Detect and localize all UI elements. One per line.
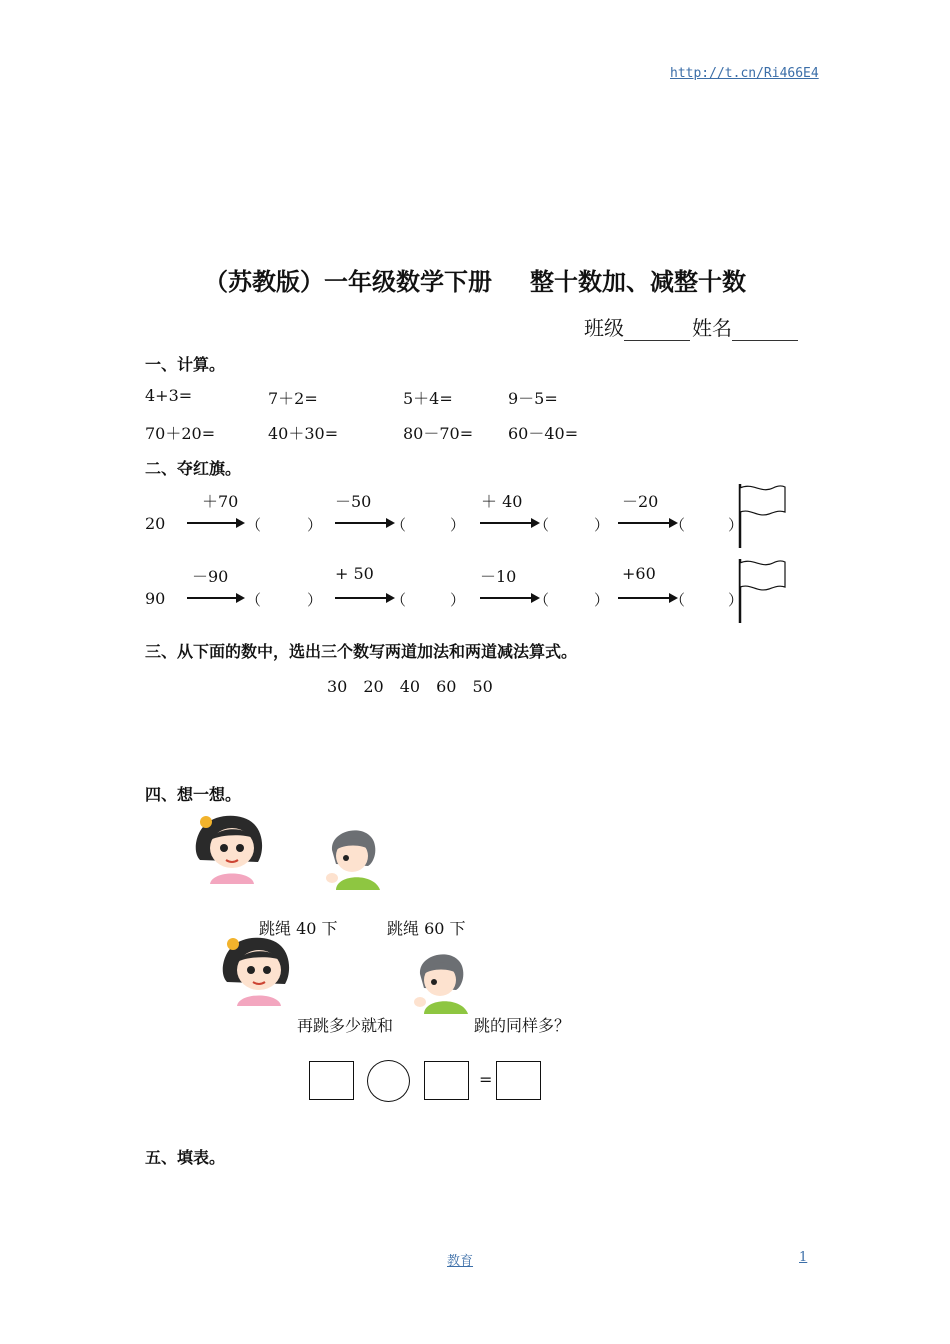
section2-heading: 二、夺红旗。 (145, 459, 242, 478)
arrow-row1-2 (335, 522, 387, 524)
blank-row1-3-open: （ (534, 516, 550, 534)
title-left: （苏教版）一年级数学下册 (204, 268, 492, 296)
boy-illustration (410, 944, 470, 1014)
section5-heading: 五、填表。 (145, 1148, 226, 1167)
arrow-row1-1 (187, 522, 237, 524)
girl-illustration (219, 934, 299, 1006)
operator-circle[interactable] (367, 1060, 410, 1102)
flag-row1-op2: －50 (335, 492, 372, 511)
footer-link[interactable]: 教育 (447, 1254, 474, 1269)
calc-2-2: 40＋30= (268, 424, 339, 443)
student-info (584, 312, 800, 341)
blank-row1-4-open: （ (670, 516, 686, 534)
flag-row2-op3: －10 (480, 567, 517, 586)
name-label: 姓名 (692, 316, 732, 340)
blank-row1-1-close: ） (307, 516, 323, 534)
answer-box-1[interactable] (309, 1061, 354, 1100)
blank-row2-1-open: （ (246, 591, 262, 609)
blank-row1-3-close: ） (594, 516, 610, 534)
arrow-row2-1 (187, 597, 237, 599)
calc-2-4: 60－40= (508, 424, 579, 443)
page-number: 1 (799, 1250, 808, 1265)
header-url[interactable]: http://t.cn/Ri466E4 (670, 66, 819, 81)
arrow-row2-3 (480, 597, 532, 599)
page-title (0, 262, 950, 297)
arrow-row1-4 (618, 522, 670, 524)
calc-1-4: 9－5= (508, 389, 558, 408)
calc-1-2: 7＋2= (268, 389, 318, 408)
section4-heading: 四、想一想。 (145, 785, 242, 804)
class-blank[interactable] (624, 320, 690, 341)
calc-1-3: 5＋4= (403, 389, 453, 408)
section1-heading: 一、计算。 (145, 355, 226, 374)
flag-row2-op1: －90 (192, 567, 229, 586)
flag-row1-start: 20 (145, 514, 166, 533)
blank-row1-1-open: （ (246, 516, 262, 534)
name-blank[interactable] (732, 320, 798, 341)
blank-row2-4-close: ） (728, 591, 744, 609)
blank-row2-3-close: ） (594, 591, 610, 609)
number-list: 30 20 40 60 50 (327, 677, 493, 696)
flag-row1-op1: ＋70 (202, 492, 239, 511)
equals-sign: = (479, 1070, 493, 1089)
girl-jump-text: 跳绳 40 下 (259, 919, 338, 938)
blank-row2-3-open: （ (534, 591, 550, 609)
blank-row2-2-open: （ (391, 591, 407, 609)
flag-row2-op2: + 50 (335, 564, 374, 583)
answer-box-2[interactable] (424, 1061, 469, 1100)
girl-illustration (192, 812, 272, 884)
boy-jump-text: 跳绳 60 下 (387, 919, 466, 938)
flag-row2-op4: +60 (622, 564, 656, 583)
flag-row1-op4: －20 (622, 492, 659, 511)
flag-icon (735, 557, 789, 625)
calc-1-1: 4+3= (145, 386, 193, 405)
flag-row1-op3: ＋ 40 (481, 492, 523, 511)
blank-row1-4-close: ） (728, 516, 744, 534)
boy-illustration (322, 820, 382, 890)
title-right: 整十数加、减整十数 (530, 268, 746, 296)
blank-row2-2-close: ） (450, 591, 466, 609)
section3-heading: 三、从下面的数中，选出三个数写两道加法和两道减法算式。 (145, 642, 578, 661)
question-part2: 跳的同样多？ (474, 1016, 571, 1035)
question-part1: 再跳多少就和 (297, 1016, 394, 1035)
arrow-row2-2 (335, 597, 387, 599)
flag-icon (735, 482, 789, 550)
blank-row2-4-open: （ (670, 591, 686, 609)
blank-row1-2-close: ） (450, 516, 466, 534)
arrow-row1-3 (480, 522, 532, 524)
class-label: 班级 (584, 316, 624, 340)
calc-2-3: 80－70= (403, 424, 474, 443)
flag-row2-start: 90 (145, 589, 166, 608)
answer-box-result[interactable] (496, 1061, 541, 1100)
arrow-row2-4 (618, 597, 670, 599)
blank-row2-1-close: ） (307, 591, 323, 609)
calc-2-1: 70＋20= (145, 424, 216, 443)
blank-row1-2-open: （ (391, 516, 407, 534)
